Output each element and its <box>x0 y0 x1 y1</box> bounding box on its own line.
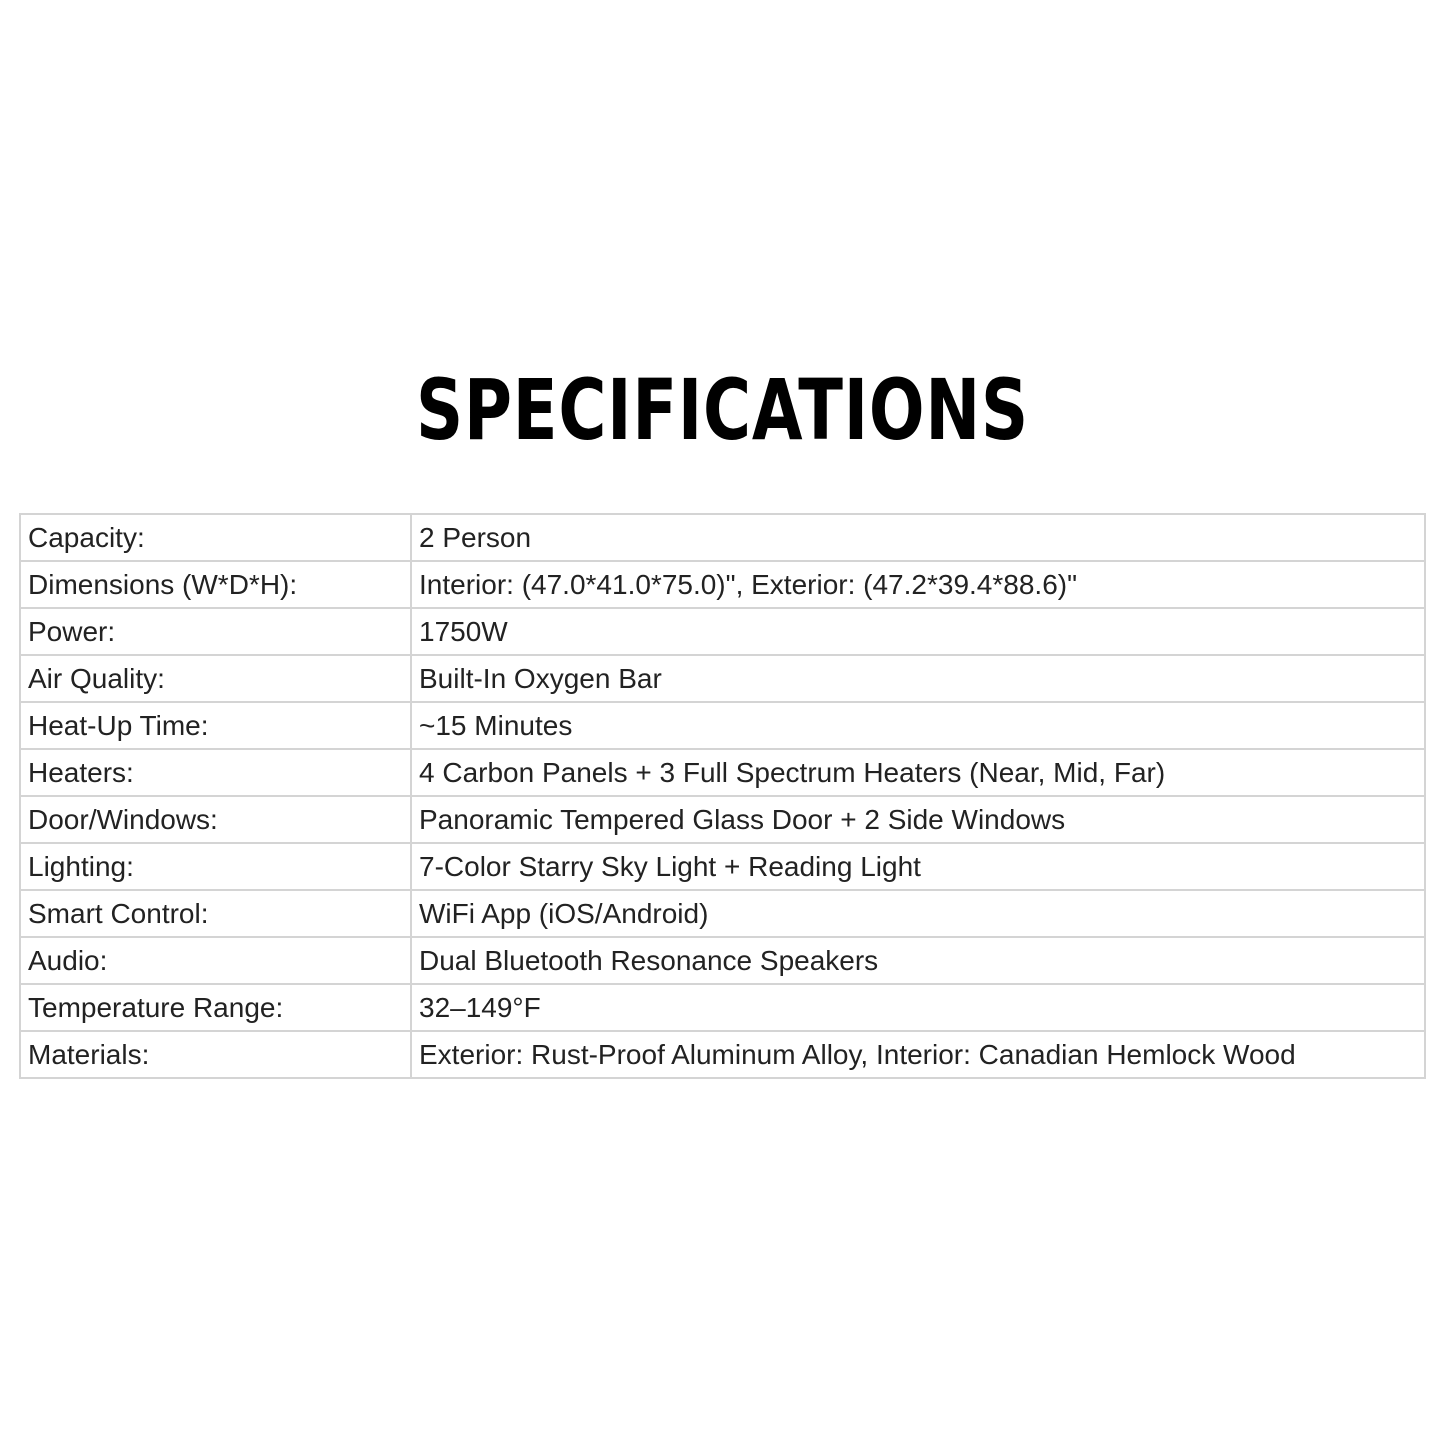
spec-row-air-quality <box>20 655 1425 702</box>
spec-row-heaters <box>20 749 1425 796</box>
page-title: SPECIFICATIONS <box>416 361 1029 459</box>
spec-row-power <box>20 608 1425 655</box>
spec-label: Audio: <box>20 937 411 984</box>
spec-value: 2 Person <box>411 514 1425 561</box>
spec-row-heat-up-time <box>20 702 1425 749</box>
spec-value: Interior: (47.0*41.0*75.0)", Exterior: (47.2*39.4*88.6)" <box>411 561 1425 608</box>
spec-row-door-windows <box>20 796 1425 843</box>
spec-value: 7-Color Starry Sky Light + Reading Light <box>411 843 1425 890</box>
spec-label: Temperature Range: <box>20 984 411 1031</box>
spec-label: Dimensions (W*D*H): <box>20 561 411 608</box>
spec-value: WiFi App (iOS/Android) <box>411 890 1425 937</box>
spec-label: Door/Windows: <box>20 796 411 843</box>
spec-label: Materials: <box>20 1031 411 1078</box>
spec-label: Heaters: <box>20 749 411 796</box>
spec-row-materials <box>20 1031 1425 1078</box>
spec-label: Heat-Up Time: <box>20 702 411 749</box>
spec-row-capacity <box>20 514 1425 561</box>
spec-row-smart-control <box>20 890 1425 937</box>
spec-value: Built-In Oxygen Bar <box>411 655 1425 702</box>
spec-value: Panoramic Tempered Glass Door + 2 Side Windows <box>411 796 1425 843</box>
spec-label: Lighting: <box>20 843 411 890</box>
spec-label: Air Quality: <box>20 655 411 702</box>
spec-value: 4 Carbon Panels + 3 Full Spectrum Heaters (Near, Mid, Far) <box>411 749 1425 796</box>
spec-value: ~15 Minutes <box>411 702 1425 749</box>
spec-row-lighting <box>20 843 1425 890</box>
spec-row-dimensions <box>20 561 1425 608</box>
spec-label: Power: <box>20 608 411 655</box>
spec-row-temperature-range <box>20 984 1425 1031</box>
spec-value: 32–149°F <box>411 984 1425 1031</box>
spec-value: Exterior: Rust-Proof Aluminum Alloy, Interior: Canadian Hemlock Wood <box>411 1031 1425 1078</box>
spec-label: Capacity: <box>20 514 411 561</box>
spec-row-audio <box>20 937 1425 984</box>
spec-label: Smart Control: <box>20 890 411 937</box>
spec-value: Dual Bluetooth Resonance Speakers <box>411 937 1425 984</box>
spec-value: 1750W <box>411 608 1425 655</box>
specifications-table <box>19 513 1426 1079</box>
